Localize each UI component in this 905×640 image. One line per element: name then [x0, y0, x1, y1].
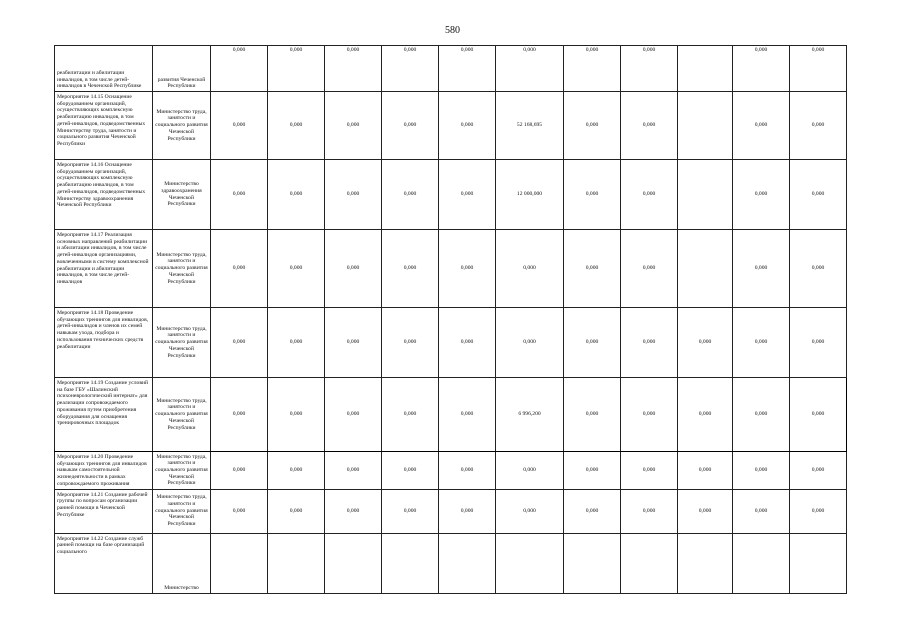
table-row	[55, 308, 847, 378]
funding-value-cell: 0,000	[790, 378, 847, 452]
funding-value-cell	[733, 533, 790, 593]
funding-value-cell: 0,000	[211, 230, 268, 308]
funding-value-cell: 0,000	[211, 489, 268, 533]
funding-value-cell	[382, 533, 439, 593]
table-row	[55, 489, 847, 533]
funding-value-cell: 0,000	[564, 92, 621, 160]
funding-value-cell: 6 996,200	[496, 378, 564, 452]
funding-value-cell: 0,000	[211, 308, 268, 378]
funding-value-cell: 0,000	[211, 378, 268, 452]
funding-value-cell: 0,000	[564, 452, 621, 490]
page-number: 580	[445, 25, 460, 36]
funding-value-cell: 0,000	[733, 308, 790, 378]
funding-value-cell: 0,000	[439, 489, 496, 533]
funding-value-cell: 0,000	[211, 452, 268, 490]
funding-value-cell: 0,000	[325, 160, 382, 230]
funding-value-cell	[678, 230, 733, 308]
funding-value-cell: 0,000	[733, 452, 790, 490]
funding-value-cell	[621, 533, 678, 593]
responsible-organization: Министерство	[153, 533, 211, 593]
funding-value-cell: 0,000	[496, 489, 564, 533]
funding-value-cell: 0,000	[325, 489, 382, 533]
funding-value-cell: 0,000	[678, 378, 733, 452]
table-row	[55, 46, 847, 92]
funding-value-cell: 0,000	[621, 378, 678, 452]
funding-value-cell: 0,000	[678, 308, 733, 378]
funding-value-cell: 0,000	[268, 308, 325, 378]
funding-value-cell: 0,000	[382, 452, 439, 490]
funding-value-cell: 0,000	[621, 489, 678, 533]
responsible-organization: Министерство труда, занятости и социального развития Чеченской Республики	[153, 308, 211, 378]
funding-value-cell	[211, 533, 268, 593]
funding-value-cell: 0,000	[621, 92, 678, 160]
responsible-organization: Министерство труда, занятости и социального развития Чеченской Республики	[153, 489, 211, 533]
funding-value-cell	[790, 533, 847, 593]
funding-value-cell: 0,000	[733, 489, 790, 533]
funding-value-cell: 0,000	[439, 92, 496, 160]
funding-value-cell: 0,000	[268, 489, 325, 533]
funding-value-cell: 0,000	[439, 230, 496, 308]
funding-value-cell: 0,000	[564, 46, 621, 92]
funding-value-cell: 0,000	[496, 452, 564, 490]
funding-value-cell: 0,000	[621, 230, 678, 308]
funding-value-cell	[678, 160, 733, 230]
funding-value-cell: 0,000	[564, 489, 621, 533]
funding-value-cell: 0,000	[325, 308, 382, 378]
funding-value-cell: 0,000	[439, 452, 496, 490]
responsible-organization: Министерство труда, занятости и социального развития Чеченской Республики	[153, 230, 211, 308]
measure-description: реабилитации и абилитации инвалидов, в том числе детей-инвалидов в Чеченской Республике	[55, 46, 153, 92]
responsible-organization: развития Чеченской Республики	[153, 46, 211, 92]
funding-value-cell: 0,000	[439, 46, 496, 92]
funding-value-cell	[678, 92, 733, 160]
measure-description: Мероприятие 14.21 Создание рабочей группы по вопросам организации ранней помощи в Чеченской Республике	[55, 489, 153, 533]
funding-value-cell	[564, 533, 621, 593]
funding-value-cell: 0,000	[382, 46, 439, 92]
table-row	[55, 160, 847, 230]
funding-value-cell: 0,000	[733, 230, 790, 308]
funding-value-cell: 0,000	[790, 452, 847, 490]
funding-value-cell: 0,000	[382, 160, 439, 230]
table-row	[55, 452, 847, 490]
funding-value-cell: 0,000	[496, 230, 564, 308]
table-row	[55, 378, 847, 452]
funding-value-cell: 0,000	[621, 46, 678, 92]
funding-value-cell: 0,000	[325, 230, 382, 308]
funding-value-cell: 0,000	[325, 46, 382, 92]
funding-value-cell: 0,000	[211, 160, 268, 230]
funding-value-cell	[268, 533, 325, 593]
funding-value-cell: 0,000	[268, 452, 325, 490]
funding-value-cell: 0,000	[621, 160, 678, 230]
funding-value-cell: 0,000	[268, 160, 325, 230]
funding-value-cell: 0,000	[268, 92, 325, 160]
table-row	[55, 533, 847, 593]
measure-description: Мероприятие 14.15 Оснащение оборудованием организаций, осуществляющих комплексную реабилитацию инвалидов, в том детей-инвалидов, подведомственных Министерству труда, занятости и социального развития Чеченской Республики	[55, 92, 153, 160]
funding-value-cell: 0,000	[325, 452, 382, 490]
funding-value-cell	[325, 533, 382, 593]
funding-value-cell: 0,000	[733, 160, 790, 230]
funding-value-cell: 0,000	[733, 92, 790, 160]
funding-value-cell: 0,000	[790, 489, 847, 533]
funding-value-cell: 0,000	[382, 378, 439, 452]
funding-value-cell: 0,000	[790, 92, 847, 160]
table-row	[55, 230, 847, 308]
funding-value-cell	[678, 46, 733, 92]
funding-value-cell: 0,000	[325, 92, 382, 160]
measure-description: Мероприятие 14.20 Проведение обучающих тренингов для инвалидов навыкам самостоятельной жизнедеятельности в рамках сопровождаемого проживания	[55, 452, 153, 490]
funding-value-cell: 0,000	[564, 160, 621, 230]
funding-value-cell: 0,000	[268, 46, 325, 92]
funding-value-cell	[678, 533, 733, 593]
funding-value-cell: 0,000	[564, 378, 621, 452]
funding-value-cell: 0,000	[382, 489, 439, 533]
funding-value-cell: 0,000	[496, 308, 564, 378]
funding-value-cell: 0,000	[211, 46, 268, 92]
measure-description: Мероприятие 14.17 Реализация основных направлений реабилитации и абилитации инвалидов, в том числе детей-инвалидов организациями, вовлеченными в систему комплексной реабилитации и абилитации инвалидов, в том числе детей-инвалидов	[55, 230, 153, 308]
funding-value-cell: 0,000	[790, 308, 847, 378]
funding-value-cell: 0,000	[790, 230, 847, 308]
measure-description: Мероприятие 14.18 Проведение обучающих тренингов для инвалидов, детей-инвалидов и членов их семей навыкам ухода, подбора и использования технических средств реабилитации	[55, 308, 153, 378]
responsible-organization: Министерство труда, занятости и социального развития Чеченской Республики	[153, 452, 211, 490]
funding-value-cell: 0,000	[382, 230, 439, 308]
funding-value-cell: 0,000	[678, 489, 733, 533]
funding-value-cell: 0,000	[733, 378, 790, 452]
budget-table	[54, 45, 847, 594]
funding-value-cell: 0,000	[621, 452, 678, 490]
funding-value-cell: 12 000,000	[496, 160, 564, 230]
funding-value-cell: 0,000	[621, 308, 678, 378]
funding-value-cell: 0,000	[678, 452, 733, 490]
funding-value-cell: 0,000	[439, 308, 496, 378]
responsible-organization: Министерство труда, занятости и социального развития Чеченской Республики	[153, 92, 211, 160]
funding-value-cell	[439, 533, 496, 593]
responsible-organization: Министерство здравоохранения Чеченской Республики	[153, 160, 211, 230]
funding-value-cell: 0,000	[790, 160, 847, 230]
funding-value-cell: 0,000	[733, 46, 790, 92]
funding-value-cell: 0,000	[564, 308, 621, 378]
funding-value-cell: 0,000	[439, 378, 496, 452]
funding-value-cell: 0,000	[382, 92, 439, 160]
table-row	[55, 92, 847, 160]
measure-description: Мероприятие 14.16 Оснащение оборудованием организаций, осуществляющих комплексную реабилитацию инвалидов, в том детей-инвалидов, подведомственных Министерству здравоохранения Чеченской Республики	[55, 160, 153, 230]
funding-value-cell: 0,000	[268, 230, 325, 308]
budget-table-sheet	[54, 45, 846, 591]
funding-value-cell	[496, 533, 564, 593]
funding-value-cell: 0,000	[496, 46, 564, 92]
funding-value-cell: 0,000	[790, 46, 847, 92]
measure-description: Мероприятие 14.22 Создание служб ранней помощи на базе организаций социального	[55, 533, 153, 593]
funding-value-cell: 0,000	[439, 160, 496, 230]
funding-value-cell: 0,000	[268, 378, 325, 452]
responsible-organization: Министерство труда, занятости и социального развития Чеченской Республики	[153, 378, 211, 452]
funding-value-cell: 0,000	[382, 308, 439, 378]
funding-value-cell: 0,000	[564, 230, 621, 308]
funding-value-cell: 52 168,695	[496, 92, 564, 160]
funding-value-cell: 0,000	[325, 378, 382, 452]
measure-description: Мероприятие 14.19 Создание условий на базе ГБУ «Шалинский психоневрологический интернат» для реализации сопровождаемого проживания путем приобретения оборудования для оснащения тренировочных площадок	[55, 378, 153, 452]
funding-value-cell: 0,000	[211, 92, 268, 160]
